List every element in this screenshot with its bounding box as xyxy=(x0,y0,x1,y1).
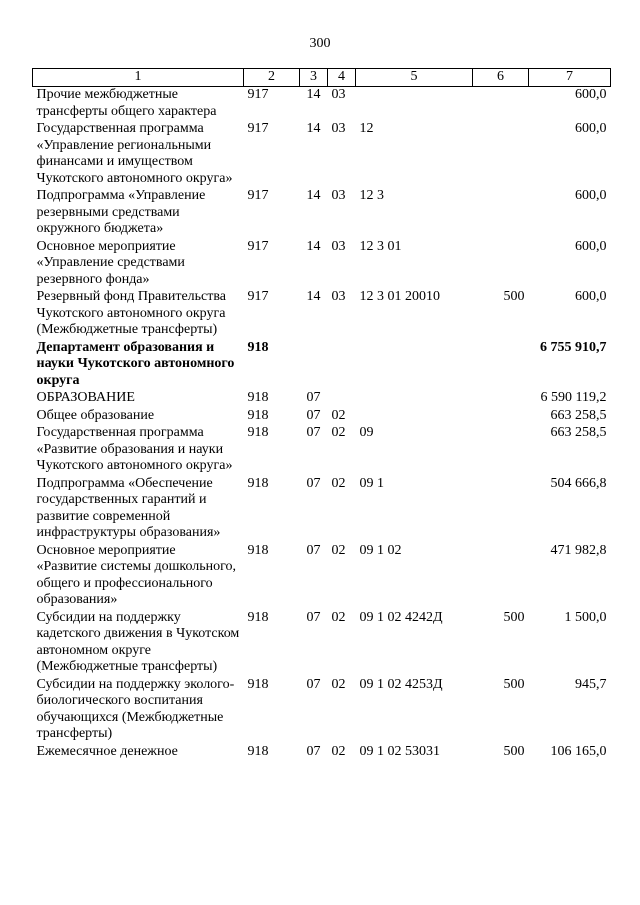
table-row xyxy=(33,744,611,762)
row-c2-cell: 918 xyxy=(247,390,269,405)
row-c2-cell: 918 xyxy=(247,609,269,625)
row-c6-cell: 500 xyxy=(503,743,525,759)
row-c5-cell xyxy=(356,408,473,426)
row-c7-cell: 600,0 xyxy=(575,121,607,136)
row-c4-cell: 02 xyxy=(331,407,346,423)
row-c7-cell: 663 258,5 xyxy=(550,425,607,440)
column-header: 2 xyxy=(244,69,300,87)
row-c7-cell: 945,7 xyxy=(575,676,607,692)
row-c6-cell: 500 xyxy=(503,609,525,625)
row-name-cell: Государственная программа «Управление региональными финансами и имуществом Чукотского автономного округа» xyxy=(36,121,233,186)
row-c3-cell: 14 xyxy=(306,289,321,304)
row-c3-cell: 07 xyxy=(306,425,321,440)
row-c5-cell: 09 1 02 53031 xyxy=(359,743,440,759)
row-c5-cell: 12 3 01 xyxy=(359,238,402,254)
row-c3-cell: 07 xyxy=(306,609,321,625)
row-c2-cell: 918 xyxy=(247,339,269,355)
row-c6-cell xyxy=(473,390,529,408)
row-c6-cell xyxy=(473,476,529,543)
row-c6-cell xyxy=(473,340,529,391)
row-c5-cell: 12 3 xyxy=(359,188,384,203)
row-c6-cell xyxy=(473,425,529,476)
page-number: 300 xyxy=(309,36,331,51)
row-name-cell: Прочие межбюджетные трансферты общего характера xyxy=(36,87,217,119)
column-header: 5 xyxy=(356,69,473,87)
table-row xyxy=(33,476,611,543)
column-header: 6 xyxy=(473,69,529,87)
row-c3-cell: 07 xyxy=(306,743,321,759)
row-c7-cell: 6 755 910,7 xyxy=(540,339,607,355)
table-row xyxy=(33,188,611,239)
row-c3-cell: 07 xyxy=(306,390,321,405)
row-c7-cell: 504 666,8 xyxy=(550,475,607,491)
row-name-cell: Субсидии на поддержку эколого-биологического воспитания обучающихся (Межбюджетные трансферты) xyxy=(36,676,235,741)
row-c7-cell: 471 982,8 xyxy=(550,542,607,558)
row-name-cell: Основное мероприятие «Управление средствами резервного фонда» xyxy=(36,238,185,287)
row-c4-cell xyxy=(328,390,356,408)
row-c7-cell: 600,0 xyxy=(575,87,607,102)
row-c4-cell: 02 xyxy=(331,475,346,491)
row-c6-cell xyxy=(473,87,529,122)
row-c3-cell: 14 xyxy=(306,121,321,136)
row-c4-cell: 02 xyxy=(331,609,346,625)
row-c3-cell: 14 xyxy=(306,238,321,254)
row-c2-cell: 917 xyxy=(247,289,269,304)
row-name-cell: ОБРАЗОВАНИЕ xyxy=(36,390,135,405)
budget-table xyxy=(32,68,611,761)
row-c5-cell: 12 3 01 20010 xyxy=(359,289,440,304)
row-c2-cell: 917 xyxy=(247,121,269,136)
row-c6-cell xyxy=(473,121,529,188)
table-row xyxy=(33,87,611,122)
row-c7-cell: 600,0 xyxy=(575,238,607,254)
table-row xyxy=(33,121,611,188)
row-c6-cell: 500 xyxy=(503,289,525,304)
row-c6-cell: 500 xyxy=(503,676,525,692)
row-c4-cell: 02 xyxy=(331,425,346,440)
row-c5-cell: 09 1 xyxy=(359,475,384,491)
row-c4-cell: 02 xyxy=(331,743,346,759)
row-c2-cell: 918 xyxy=(247,475,269,491)
row-c4-cell: 02 xyxy=(331,542,346,558)
row-c2-cell: 918 xyxy=(247,407,269,423)
column-header: 4 xyxy=(328,69,356,87)
row-c7-cell: 1 500,0 xyxy=(564,609,607,625)
row-c7-cell: 663 258,5 xyxy=(550,407,607,423)
row-c6-cell xyxy=(473,239,529,290)
row-name-cell: Субсидии на поддержку кадетского движения в Чукотском автономном округе (Межбюджетные трансферты) xyxy=(36,609,240,674)
row-c7-cell: 106 165,0 xyxy=(550,743,607,759)
row-c3-cell: 14 xyxy=(306,188,321,203)
row-c5-cell: 09 1 02 4253Д xyxy=(359,676,443,692)
table-row xyxy=(33,340,611,391)
row-c2-cell: 918 xyxy=(247,542,269,558)
row-c2-cell: 917 xyxy=(247,188,269,203)
row-name-cell: Общее образование xyxy=(36,407,155,423)
row-name-cell: Подпрограмма «Управление резервными средствами окружного бюджета» xyxy=(36,188,206,236)
row-c7-cell: 6 590 119,2 xyxy=(540,390,607,405)
row-name-cell: Государственная программа «Развитие образования и науки Чукотского автономного округа» xyxy=(36,425,233,473)
row-c5-cell xyxy=(356,390,473,408)
row-c4-cell: 03 xyxy=(331,121,346,136)
row-name-cell: Основное мероприятие «Развитие системы дошкольного, общего и профессионального образования» xyxy=(36,542,237,607)
table-row xyxy=(33,408,611,426)
table-row xyxy=(33,425,611,476)
row-c6-cell xyxy=(473,188,529,239)
row-c5-cell xyxy=(356,87,473,122)
row-c5-cell xyxy=(356,340,473,391)
column-header: 1 xyxy=(33,69,244,87)
row-c4-cell: 03 xyxy=(331,238,346,254)
row-c3-cell: 14 xyxy=(306,87,321,102)
row-c2-cell: 917 xyxy=(247,238,269,254)
table-row xyxy=(33,390,611,408)
row-name-cell: Департамент образования и науки Чукотского автономного округа xyxy=(36,339,235,388)
row-c2-cell: 918 xyxy=(247,743,269,759)
row-c3-cell: 07 xyxy=(306,407,321,423)
row-c5-cell: 12 xyxy=(359,121,374,136)
row-c7-cell: 600,0 xyxy=(575,289,607,304)
row-c5-cell: 09 1 02 4242Д xyxy=(359,609,443,625)
row-c4-cell: 03 xyxy=(331,87,346,102)
row-c4-cell xyxy=(328,340,356,391)
column-header: 3 xyxy=(300,69,328,87)
table-row xyxy=(33,289,611,340)
row-c5-cell: 09 xyxy=(359,425,374,440)
row-c4-cell: 02 xyxy=(331,676,346,692)
row-c3-cell: 07 xyxy=(306,475,321,491)
row-c7-cell: 600,0 xyxy=(575,188,607,203)
table-row xyxy=(33,543,611,610)
column-header: 7 xyxy=(529,69,611,87)
row-c4-cell: 03 xyxy=(331,289,346,304)
table-row xyxy=(33,677,611,744)
row-c6-cell xyxy=(473,408,529,426)
row-c3-cell: 07 xyxy=(306,676,321,692)
row-c5-cell: 09 1 02 xyxy=(359,542,402,558)
row-name-cell: Ежемесячное денежное xyxy=(36,743,178,759)
row-name-cell: Резервный фонд Правительства Чукотского автономного округа (Межбюджетные трансферты) xyxy=(36,289,227,337)
row-c2-cell: 917 xyxy=(247,87,269,102)
row-c2-cell: 918 xyxy=(247,676,269,692)
row-name-cell: Подпрограмма «Обеспечение государственных гарантий и развитие современной инфраструктуры образования» xyxy=(36,475,221,540)
table-row xyxy=(33,239,611,290)
row-c4-cell: 03 xyxy=(331,188,346,203)
table-row xyxy=(33,610,611,677)
table-header-row xyxy=(33,69,611,87)
row-c2-cell: 918 xyxy=(247,425,269,440)
row-c3-cell: 07 xyxy=(306,542,321,558)
row-c3-cell xyxy=(300,340,328,391)
row-c6-cell xyxy=(473,543,529,610)
